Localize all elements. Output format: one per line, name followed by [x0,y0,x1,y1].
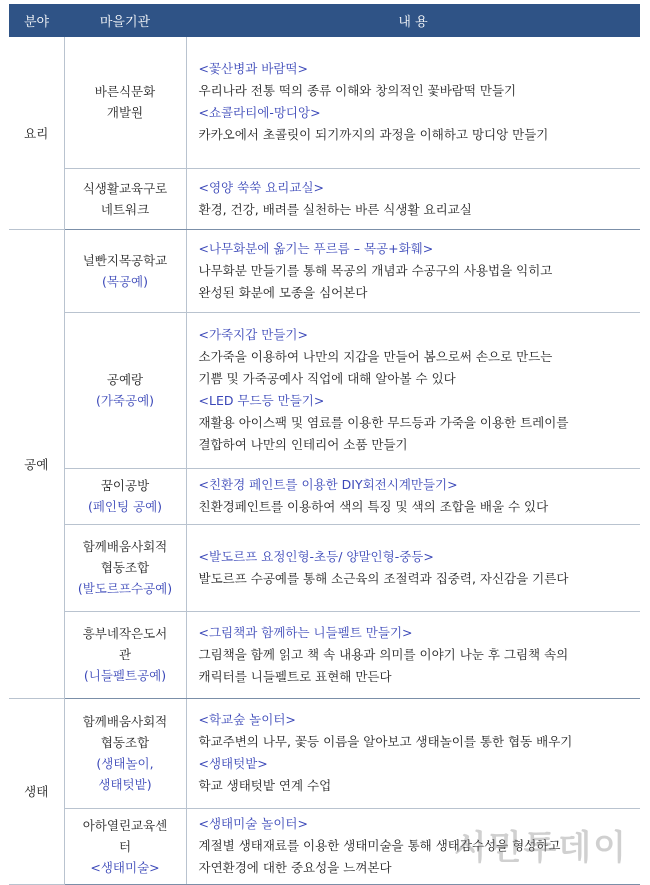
table-row [9,312,640,468]
program-title: <영양 쑥쑥 요리교실> [198,179,324,195]
program-title: <나무화분에 옮기는 푸르름 – 목공+화훼> [198,240,434,256]
program-title: <생태미술 놀이터> [198,816,308,831]
org-name-line: 꿈이공방 [100,478,150,493]
content-cell [186,37,640,168]
program-description: 학교 생태텃밭 연계 수업 [198,778,332,793]
category-cell: 생태 [9,698,64,884]
content-cell [186,229,640,312]
org-name-line: 흥부네작은도서 [82,626,168,641]
org-cell [64,698,186,808]
org-cell [64,468,186,524]
org-name-line: 터 [118,838,132,854]
program-description: 학교주변의 나무, 꽃등 이름을 알아보고 생태놀이를 통한 협동 배우기 [198,734,573,749]
table-row [9,229,640,312]
org-subtitle: (목공예) [102,273,148,289]
program-description: 자연환경에 대한 중요성을 느껴본다 [198,860,392,875]
org-cell [64,808,186,884]
table-row [9,37,640,168]
program-title: <발도르프 요정인형-초등/ 양말인형-중등> [198,548,434,564]
header-content: 내 용 [186,4,640,37]
org-name-line: 개발원 [106,105,144,121]
program-description: 재활용 아이스팩 및 염료를 이용한 무드등과 가죽을 이용한 트레이를 [198,415,569,430]
org-name-line: 협동조합 [100,560,150,575]
program-title: <친환경 페인트를 이용한 DIY회전시계만들기> [198,477,458,492]
program-description: 소가죽을 이용하여 나만의 지갑을 만들어 봄으로써 손으로 만드는 [198,349,553,364]
program-description: 우리나라 전통 떡의 종류 이해와 창의적인 꽃바람떡 만들기 [198,83,517,99]
header-org: 마을기관 [64,4,186,37]
table-row [9,698,640,808]
program-description: 계절별 생태재료를 이용한 생태미술을 통해 생태감수성을 형성하고 [198,838,561,853]
org-name-line: 함께배움사회적 [82,539,168,554]
org-subtitle: (생태놀이, [96,756,154,771]
org-subtitle: (니들펠트공예) [83,668,167,683]
program-description: 친환경페인트를 이용하여 색의 특징 및 색의 조합을 배울 수 있다 [198,499,549,514]
program-description: 기쁨 및 가죽공예사 직업에 대해 알아볼 수 있다 [198,371,456,386]
org-name-line: 함께배움사회적 [82,714,168,729]
table-row [9,468,640,524]
org-subtitle: (발도르프수공예) [77,581,173,596]
program-title: <학교숲 놀이터> [198,712,296,727]
program-title: <가죽지갑 만들기> [198,327,308,342]
org-subtitle: <생태미술> [90,859,160,875]
program-description: 그림책을 함께 읽고 책 속 내용과 의미를 이야기 나눈 후 그림책 속의 [198,646,569,662]
org-cell [64,229,186,312]
org-cell [64,37,186,168]
content-cell [186,468,640,524]
program-title: <꽃산병과 바람떡> [198,61,308,77]
org-subtitle: (가죽공예) [95,393,155,408]
program-description: 카카오에서 초콜릿이 되기까지의 과정을 이해하고 망디앙 만들기 [198,127,549,143]
org-subtitle: 생태텃밭) [98,777,152,792]
org-name-line: 네트워크 [100,201,150,217]
program-title: <LED 무드등 만들기> [198,393,325,408]
table-row [9,524,640,611]
content-cell [186,312,640,468]
org-cell [64,611,186,698]
program-description: 결합하여 나만의 인테리어 소품 만들기 [198,437,408,452]
program-description: 나무화분 만들기를 통해 목공의 개념과 수공구의 사용법을 익히고 [198,262,553,278]
org-cell [64,312,186,468]
org-name-line: 식생활교육구로 [82,180,168,196]
program-title: <생태텃밭> [198,756,268,771]
org-cell [64,168,186,229]
category-cell: 공예 [9,229,64,698]
org-cell [64,524,186,611]
header-row [9,4,640,37]
org-name-line: 공예랑 [106,372,144,387]
org-name-line: 바른식문화 [94,84,156,100]
table-row [9,168,640,229]
header-category: 분야 [9,4,64,37]
content-cell [186,611,640,698]
org-name-line: 관 [118,647,132,662]
content-cell [186,698,640,808]
org-subtitle: (페인팅 공예) [87,499,163,514]
program-description: 환경, 건강, 배려를 실천하는 바른 식생활 요리교실 [198,201,472,217]
org-name-line: 널빤지목공학교 [82,252,168,268]
category-cell: 요리 [9,37,64,229]
program-description: 완성된 화분에 모종을 심어본다 [198,284,368,300]
program-description: 캐릭터를 니들펠트로 표현해 만든다 [198,668,392,684]
org-name-line: 협동조합 [100,735,150,750]
content-cell [186,168,640,229]
watermark: 시민투데이 [453,828,628,868]
content-cell [186,524,640,611]
program-title: <그림책과 함께하는 니들펠트 만들기> [198,624,413,640]
program-table [9,4,640,885]
table-row [9,611,640,698]
org-name-line: 아하열린교육센 [82,817,168,833]
program-title: <쇼콜라티에-망디앙> [198,105,321,121]
program-description: 발도르프 수공예를 통해 소근육의 조절력과 집중력, 자신감을 기른다 [198,570,569,586]
